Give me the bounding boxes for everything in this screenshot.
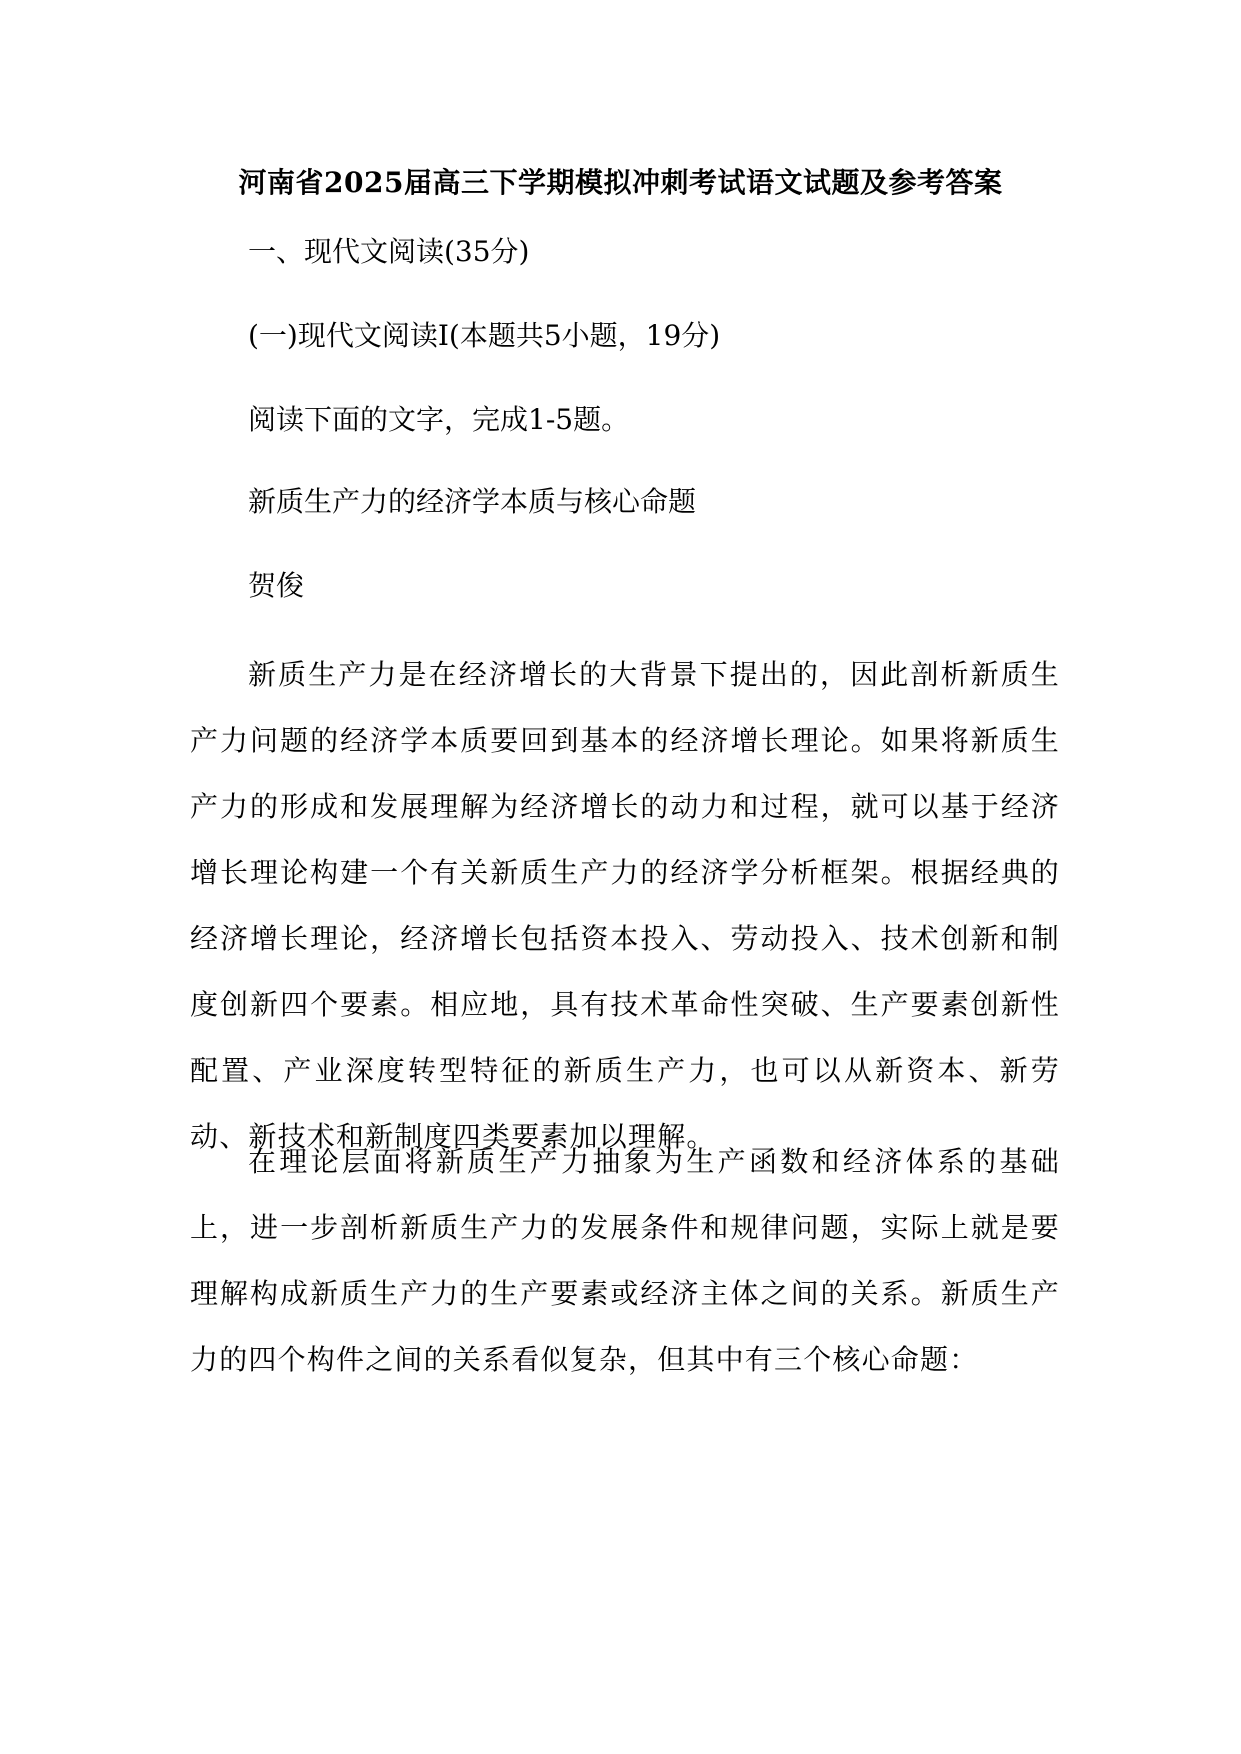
body-paragraph-2: 在理论层面将新质生产力抽象为生产函数和经济体系的基础上，进一步剖析新质生产力的发展条件和规律问题，实际上就是要理解构成新质生产力的生产要素或经济主体之间的关系。新质生产力的四个构件之间的关系看似复杂，但其中有三个核心命题： (190, 1145, 1060, 1376)
article-title: 新质生产力的经济学本质与核心命题 (248, 485, 697, 518)
reading-instruction: 阅读下面的文字，完成1-5题。 (248, 403, 630, 436)
subsection-heading: (一)现代文阅读Ⅰ(本题共5小题，19分) (248, 319, 721, 352)
article-author: 贺俊 (248, 569, 305, 602)
document-title: 河南省2025届高三下学期模拟冲刺考试语文试题及参考答案 (238, 166, 1003, 199)
section-heading: 一、现代文阅读(35分) (248, 235, 530, 268)
body-paragraph-1: 新质生产力是在经济增长的大背景下提出的，因此剖析新质生产力问题的经济学本质要回到基本的经济增长理论。如果将新质生产力的形成和发展理解为经济增长的动力和过程，就可以基于经济增长理论构建一个有关新质生产力的经济学分析框架。根据经典的经济增长理论，经济增长包括资本投入、劳动投入、技术创新和制度创新四个要素。相应地，具有技术革命性突破、生产要素创新性配置、产业深度转型特征的新质生产力，也可以从新资本、新劳动、新技术和新制度四类要素加以理解。 (190, 658, 1060, 1153)
